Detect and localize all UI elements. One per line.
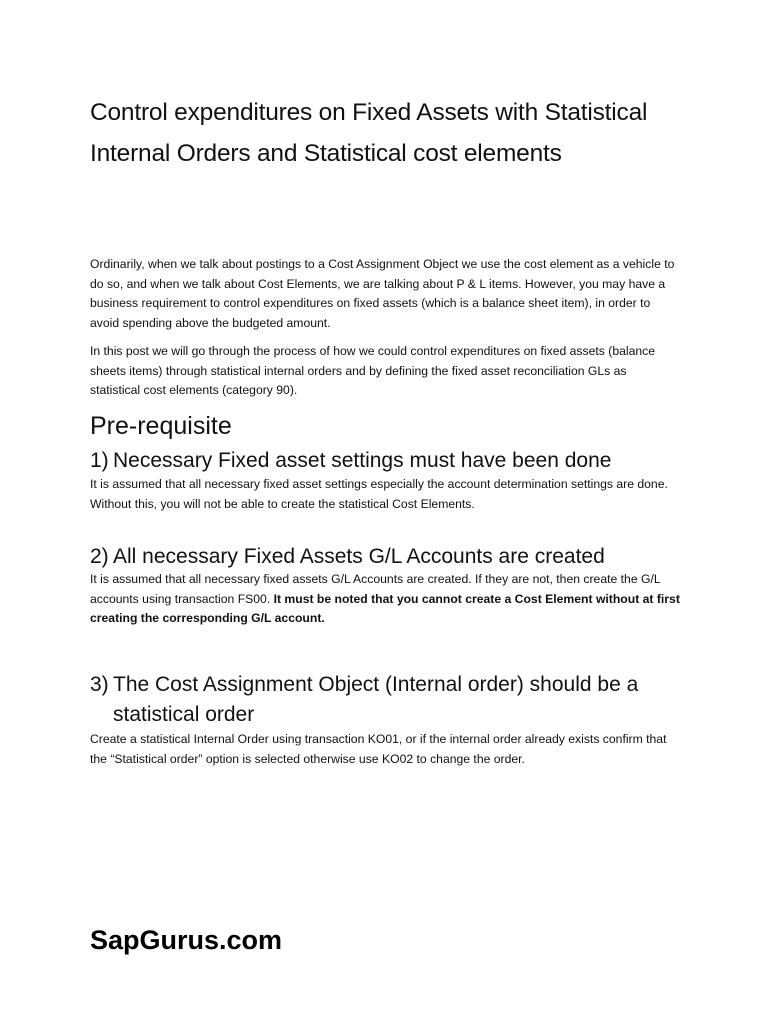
step-2-body-text: It is assumed that all necessary fixed assets G/L Accounts are created. If they are not, then create the G/L accounts using transaction FS00.: [90, 572, 661, 606]
intro-paragraph-2: In this post we will go through the process of how we could control expenditures on fixed assets (balance sheets items) through statistical internal orders and by defining the fixed asset reconciliation GLs as statistical cost elements (category 90).: [90, 344, 656, 397]
step-2-body: [90, 570, 680, 629]
intro-paragraph-1: Ordinarily, when we talk about postings to a Cost Assignment Object we use the cost element as a vehicle to do so, and when we talk about Cost Elements, we are talking about P & L items. However, you may have a business requirement to control expenditures on fixed assets (which is a balance sheet item), in order to avoid spending above the budgeted amount.: [90, 257, 675, 330]
section-heading-prerequisite: Pre-requisite: [90, 412, 232, 440]
step-2-heading: [90, 542, 680, 572]
step-3-body: Create a statistical Internal Order using transaction KO01, or if the internal order already exists confirm that the “Statistical order” option is selected otherwise use KO02 to change the order.: [90, 732, 667, 766]
step-1-number: 1): [90, 449, 109, 472]
step-2-number: 2): [90, 545, 109, 568]
step-3-heading: [90, 670, 680, 730]
step-3-number: 3): [90, 673, 109, 696]
step-1-body: It is assumed that all necessary fixed asset settings especially the account determination settings are done. Without this, you will not be able to create the statistical Cost Elements.: [90, 477, 668, 511]
step-2-body-bold-note: It must be noted that you cannot create a Cost Element without at first creating the corresponding G/L account.: [90, 591, 680, 625]
step-2-heading-text: All necessary Fixed Assets G/L Accounts are created: [113, 545, 605, 568]
step-1-heading-text: Necessary Fixed asset settings must have been done: [113, 449, 612, 472]
step-3-heading-text: The Cost Assignment Object (Internal order) should be a statistical order: [113, 673, 639, 726]
footer-brand: SapGurus.com: [90, 925, 283, 955]
document-title: Control expenditures on Fixed Assets with Statistical Internal Orders and Statistical cost elements: [90, 99, 648, 167]
step-1-heading: [90, 446, 680, 476]
